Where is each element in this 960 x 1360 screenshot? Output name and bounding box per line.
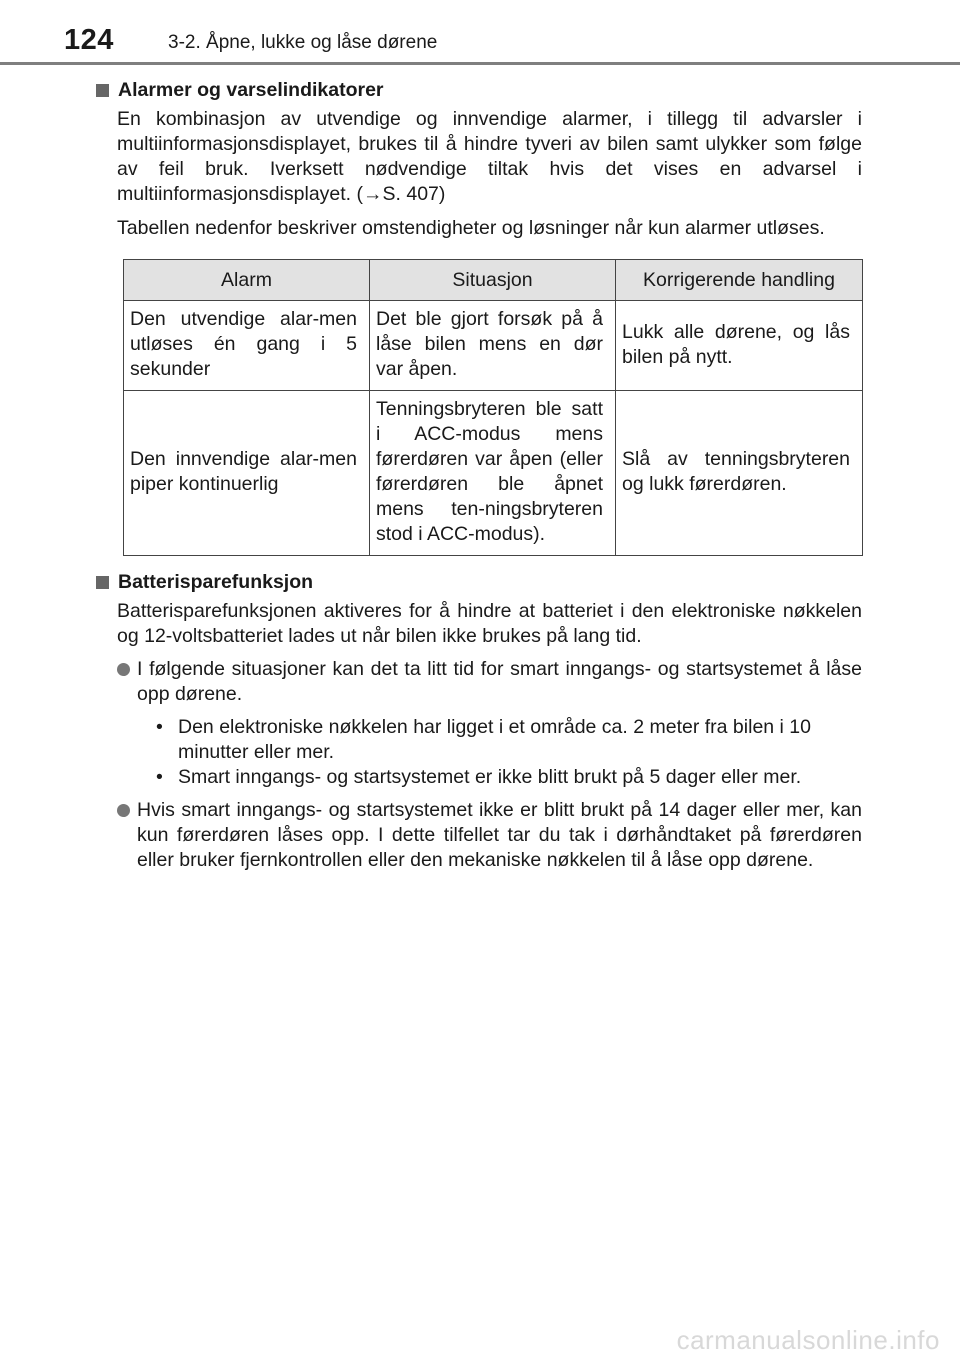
section-heading-battery xyxy=(96,570,862,595)
section-title: Batterisparefunksjon xyxy=(118,571,314,593)
column-header-action: Korrigerende handling xyxy=(616,260,863,301)
table-cell: Lukk alle dørene, og lås bilen på nytt. xyxy=(616,301,863,391)
table-row xyxy=(124,301,863,391)
list-item xyxy=(117,798,862,873)
sub-list-item-text: Den elektroniske nøkkelen har ligget i et område ca. 2 meter fra bilen i 10 minutter eller mer. xyxy=(178,716,811,763)
page-content xyxy=(96,76,862,873)
header-divider xyxy=(0,62,960,65)
circle-bullet-icon xyxy=(117,804,130,817)
alarm-table xyxy=(123,259,863,556)
table-cell: Slå av tenningsbryteren og lukk førerdøren. xyxy=(616,391,863,556)
section-heading-alarms xyxy=(96,78,862,103)
sub-list-item xyxy=(156,715,862,765)
table-row xyxy=(124,391,863,556)
chapter-title: 3-2. Åpne, lukke og låse dørene xyxy=(168,32,438,53)
page-number: 124 xyxy=(64,24,114,56)
column-header-alarm: Alarm xyxy=(124,260,370,301)
circle-bullet-icon xyxy=(117,663,130,676)
paragraph: Batterisparefunksjonen aktiveres for å hindre at batteriet i den elektroniske nøkkelen og 12-voltsbatteriet lades ut når bilen ikke brukes på lang tid. xyxy=(117,600,862,647)
table-cell: Det ble gjort forsøk på å låse bilen mens en dør var åpen. xyxy=(370,301,616,391)
list-item xyxy=(117,657,862,707)
sub-bullet-marker: • xyxy=(156,716,163,738)
watermark: carmanualsonline.info xyxy=(676,1325,940,1355)
square-bullet-icon xyxy=(96,576,109,589)
list-item-text: I følgende situasjoner kan det ta litt tid for smart inngangs- og startsystemet å låse opp dørene. xyxy=(137,658,862,705)
sub-bullet-marker: • xyxy=(156,766,163,788)
column-header-situation: Situasjon xyxy=(370,260,616,301)
sub-list-item xyxy=(156,765,862,790)
sub-list-item-text: Smart inngangs- og startsystemet er ikke blitt brukt på 5 dager eller mer. xyxy=(178,766,802,788)
table-cell: Den innvendige alar-men piper kontinuerlig xyxy=(124,391,370,556)
list-item-text: Hvis smart inngangs- og startsystemet ikke er blitt brukt på 14 dager eller mer, kan kun førerdøren låses opp. I dette tilfellet tar du tak i dørhåndtaket på førerdøren eller bruker fjernkontrollen eller den mekaniske nøkkelen til å låse opp dørene. xyxy=(137,799,862,871)
square-bullet-icon xyxy=(96,84,109,97)
table-cell: Den utvendige alar-men utløses én gang i 5 sekunder xyxy=(124,301,370,391)
table-header-row xyxy=(124,260,863,301)
section-title: Alarmer og varselindikatorer xyxy=(118,79,384,101)
table-cell: Tenningsbryteren ble satt i ACC-modus mens førerdøren var åpen (eller førerdøren ble åpnet mens ten-ningsbryteren stod i ACC-modus). xyxy=(370,391,616,556)
page-header xyxy=(0,0,960,64)
paragraph: Tabellen nedenfor beskriver omstendigheter og løsninger når kun alarmer utløses. xyxy=(117,217,825,239)
paragraph: En kombinasjon av utvendige og innvendige alarmer, i tillegg til advarsler i multiinformasjonsdisplayet, brukes til å hindre tyveri av bilen samt ulykker som følge av feil bruk. Iverksett nødvendige tiltak hvis det vises en advarsel i multiinformasjonsdisplayet. (→S. 407) xyxy=(117,108,862,205)
